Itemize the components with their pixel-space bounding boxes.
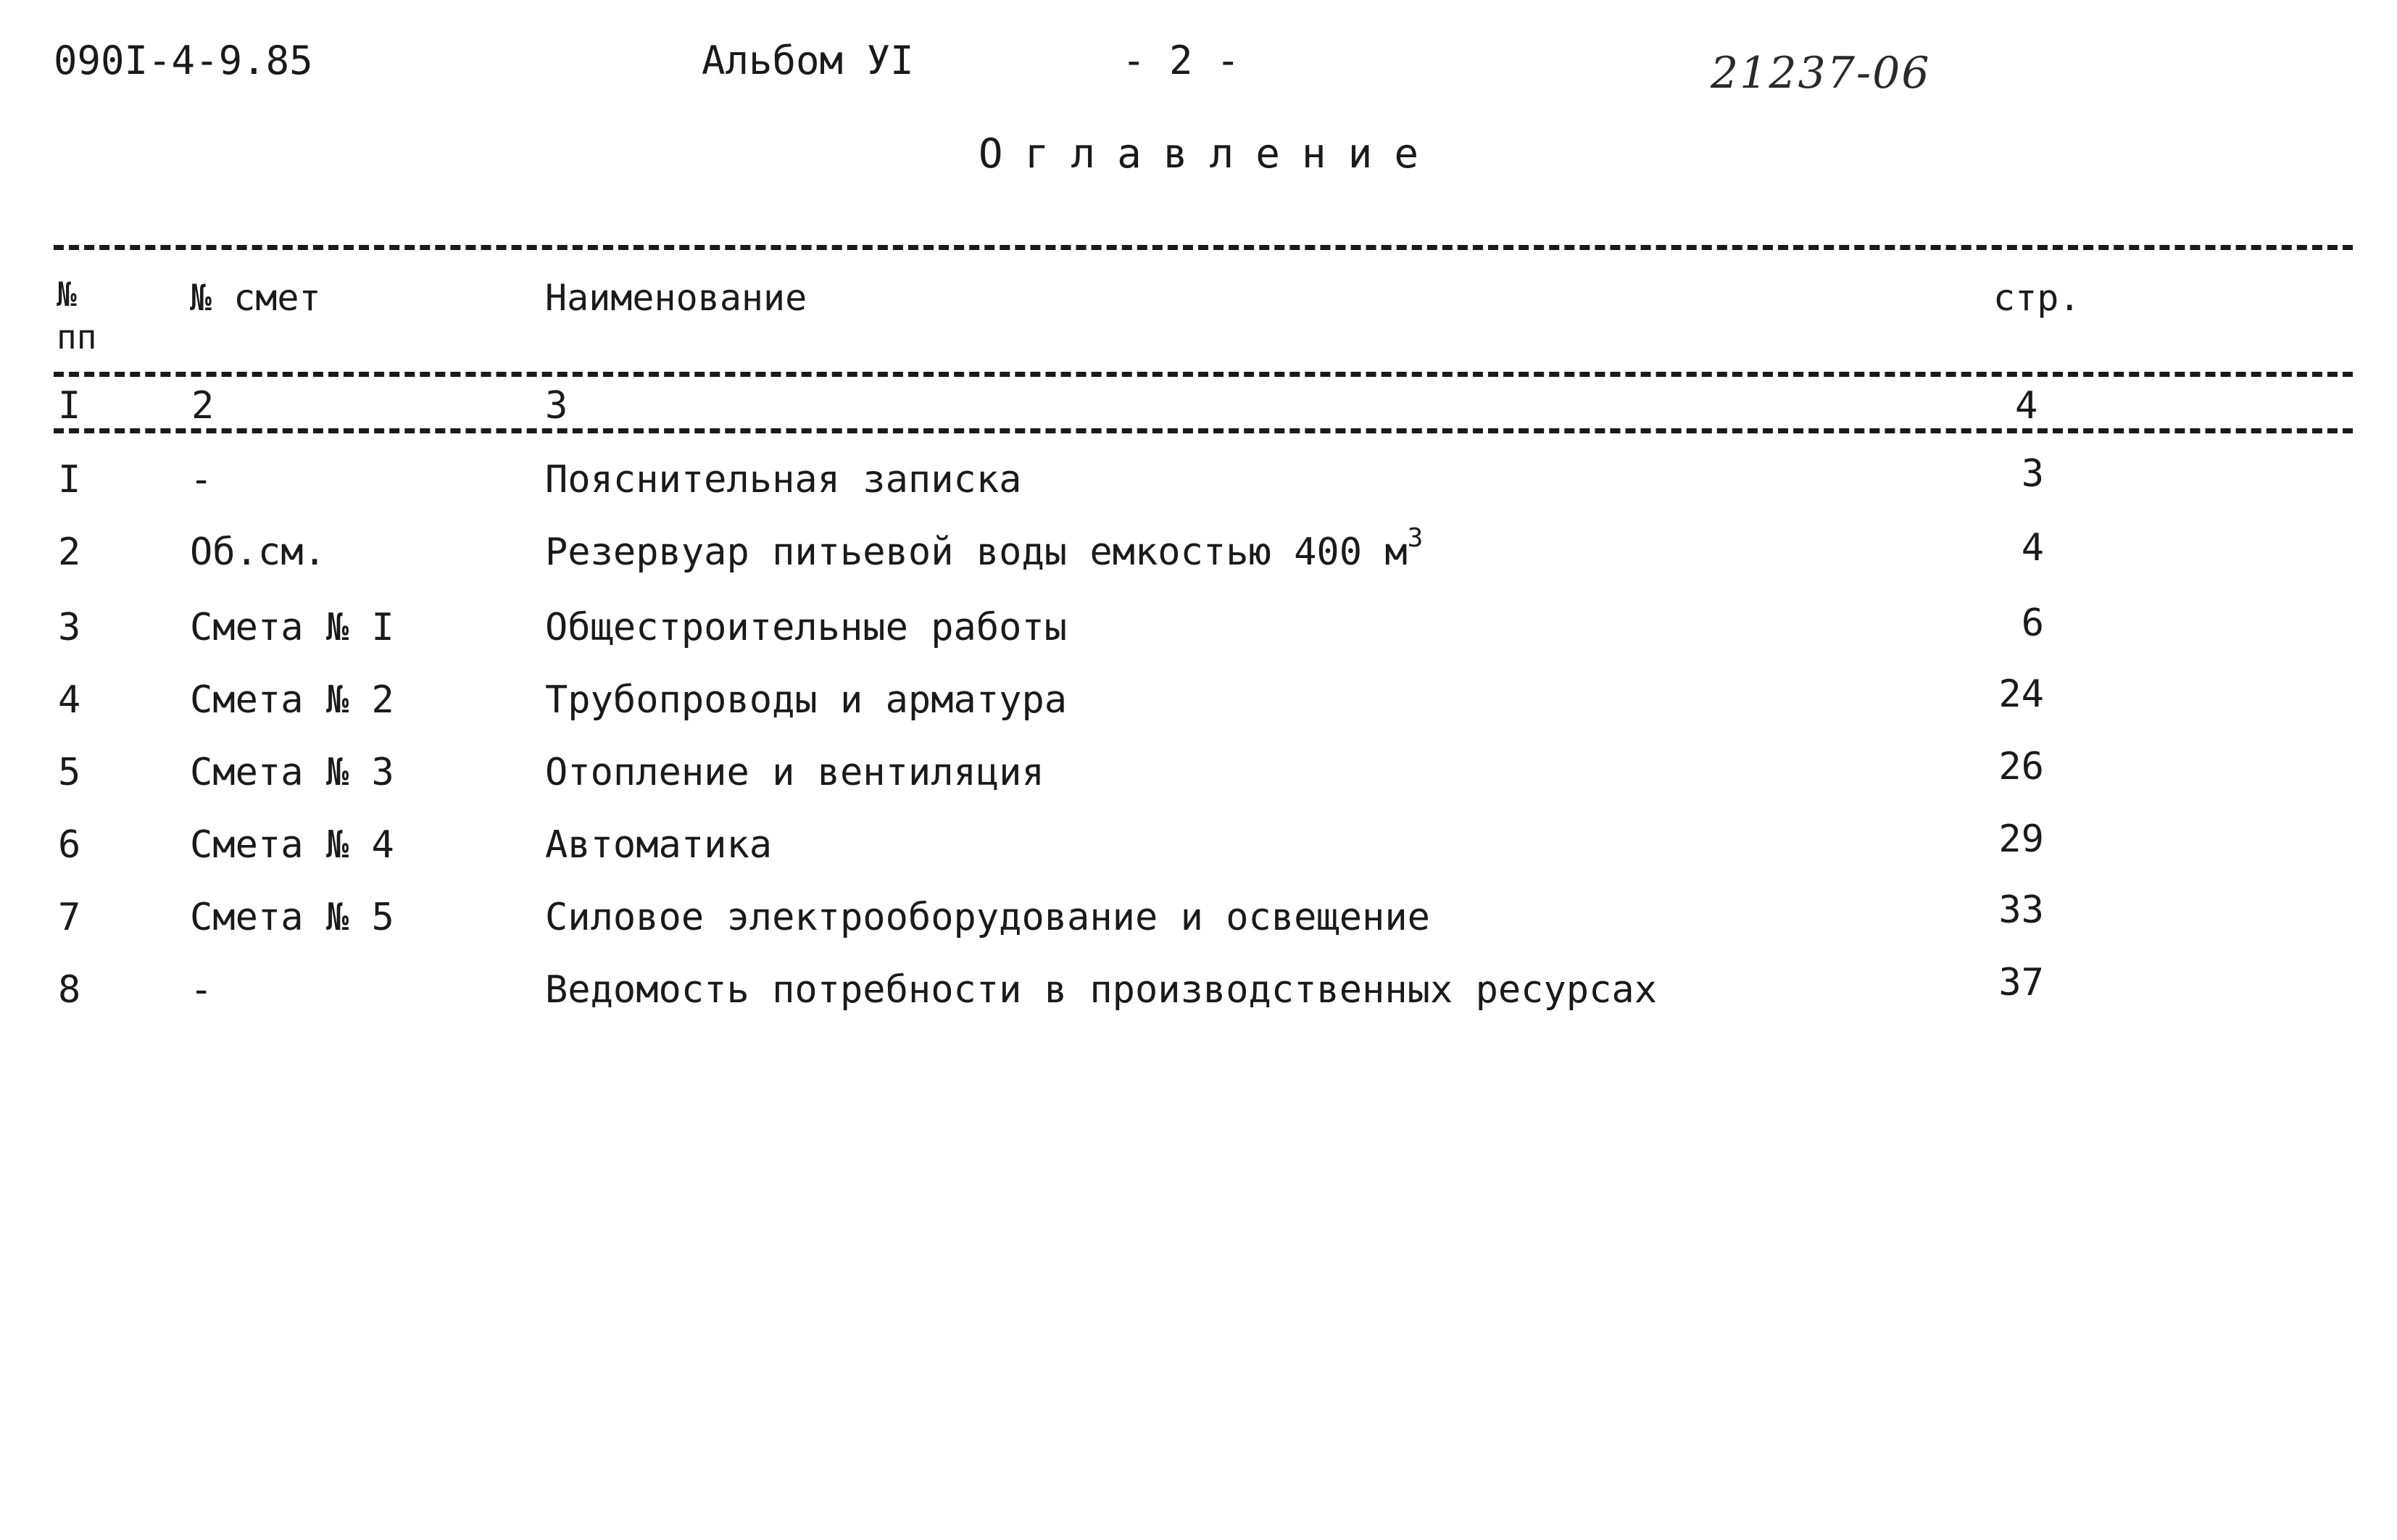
row-page: 4 [2021, 526, 2044, 570]
handwritten-number: 21237-06 [1711, 48, 1931, 99]
column-header-estimate: № смет [190, 277, 321, 319]
row-page: 24 [1998, 673, 2044, 716]
row-name: Автоматика [545, 823, 773, 867]
row-name: Отопление и вентиляция [545, 751, 1044, 794]
column-number-3: 3 [545, 384, 568, 428]
table-row [0, 745, 2397, 823]
row-number: 4 [58, 678, 81, 722]
row-page: 37 [1998, 961, 2044, 1004]
row-name: Пояснительная записка [545, 458, 1022, 501]
row-name: Трубопроводы и арматура [545, 678, 1068, 722]
row-page: 3 [2021, 452, 2044, 496]
row-estimate: Смета № 3 [190, 751, 394, 794]
table-row [0, 673, 2397, 751]
page-title: Оглавление [978, 130, 1441, 178]
row-number: I [58, 458, 81, 501]
page-number: - 2 - [1122, 38, 1240, 83]
album-label: Альбом УI [702, 38, 914, 83]
dashed-rule-bottom [54, 428, 2353, 433]
column-header-no: № [57, 275, 77, 314]
table-row [0, 602, 2397, 678]
row-name: Силовое электрооборудование и освещение [545, 896, 1430, 939]
row-page: 29 [1998, 817, 2044, 861]
table-row [0, 817, 2397, 896]
row-number: 5 [58, 751, 81, 794]
superscript: 3 [1407, 523, 1424, 553]
row-name: Общестроительные работы [545, 606, 1068, 649]
row-name-text: Резервуар питьевой воды емкостью 400 м [545, 530, 1408, 574]
row-estimate: Об.см. [190, 530, 326, 574]
column-header-page: стр. [1993, 277, 2081, 319]
column-header-no-sub: пп [57, 317, 97, 357]
row-number: 8 [58, 968, 81, 1012]
row-name [545, 523, 1424, 574]
column-number-1: I [58, 384, 81, 428]
table-row [0, 961, 2397, 1041]
table-row [0, 452, 2397, 530]
document-code: 090I-4-9.85 [54, 38, 313, 83]
row-estimate: Смета № I [190, 606, 394, 649]
row-estimate: Смета № 5 [190, 896, 394, 939]
row-page: 26 [1998, 745, 2044, 788]
row-number: 3 [58, 606, 81, 649]
row-number: 7 [58, 896, 81, 939]
column-number-4: 4 [2015, 384, 2038, 428]
row-estimate: Смета № 4 [190, 823, 394, 867]
row-page: 33 [1998, 888, 2044, 932]
table-row [0, 888, 2397, 968]
dashed-rule-middle [54, 372, 2353, 377]
row-page: 6 [2021, 602, 2044, 645]
row-name: Ведомость потребности в производственных ресурсах [545, 968, 1658, 1012]
column-header-name: Наименование [545, 277, 807, 319]
row-estimate: - [190, 968, 213, 1012]
row-number: 6 [58, 823, 81, 867]
dashed-rule-top [54, 245, 2353, 250]
table-row [0, 523, 2397, 603]
row-estimate: - [190, 458, 213, 501]
column-number-2: 2 [191, 384, 215, 428]
row-estimate: Смета № 2 [190, 678, 394, 722]
row-number: 2 [58, 530, 81, 574]
